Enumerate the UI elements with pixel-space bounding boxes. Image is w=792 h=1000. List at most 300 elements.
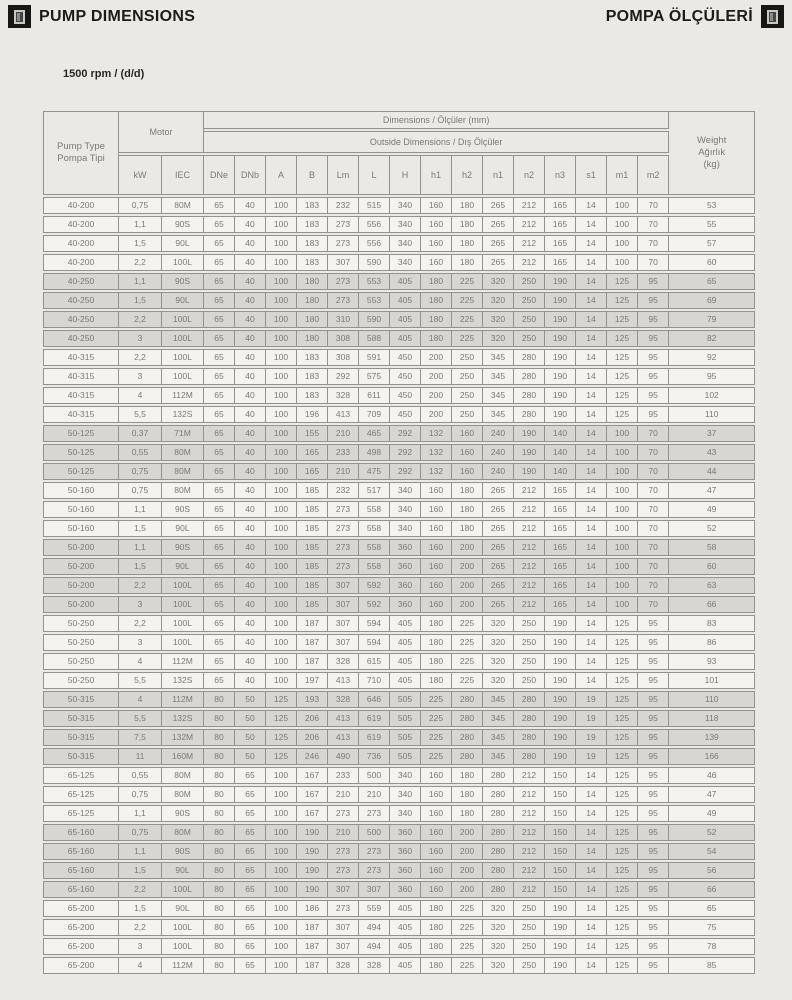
value-cell: 265 [483,235,514,252]
value-cell: 66 [669,596,755,613]
col-header-n3: n3 [545,155,576,195]
value-cell: 190 [545,634,576,651]
value-cell: 190 [545,349,576,366]
value-cell: 40 [235,311,266,328]
value-cell: 307 [328,577,359,594]
value-cell: 345 [483,349,514,366]
value-cell: 212 [514,235,545,252]
value-cell: 150 [545,824,576,841]
value-cell: 65 [235,805,266,822]
value-cell: 250 [514,672,545,689]
value-cell: 95 [638,786,669,803]
pump-type-cell: 40-250 [43,273,119,290]
value-cell: 345 [483,729,514,746]
value-cell: 40 [235,558,266,575]
value-cell: 65 [204,672,235,689]
value-cell: 180 [421,653,452,670]
value-cell: 193 [297,691,328,708]
value-cell: 90S [162,805,204,822]
pump-type-cell: 50-250 [43,634,119,651]
value-cell: 308 [328,349,359,366]
value-cell: 212 [514,254,545,271]
value-cell: 165 [545,501,576,518]
value-cell: 180 [452,254,483,271]
weight-label-tr: Ağırlık [698,147,726,158]
value-cell: 591 [359,349,390,366]
table-row [43,197,755,214]
value-cell: 80 [204,824,235,841]
value-cell: 200 [421,368,452,385]
value-cell: 100L [162,349,204,366]
pump-type-cell: 50-315 [43,748,119,765]
value-cell: 160 [421,558,452,575]
pump-type-cell: 65-125 [43,767,119,784]
value-cell: 225 [452,653,483,670]
value-cell: 160 [421,767,452,784]
value-cell: 405 [390,919,421,936]
value-cell: 132 [421,463,452,480]
value-cell: 90L [162,235,204,252]
value-cell: 500 [359,824,390,841]
value-cell: 500 [359,767,390,784]
value-cell: 273 [328,273,359,290]
value-cell: 100 [266,349,297,366]
value-cell: 65 [204,216,235,233]
value-cell: 14 [576,634,607,651]
value-cell: 125 [607,843,638,860]
value-cell: 125 [607,919,638,936]
value-cell: 320 [483,900,514,917]
value-cell: 0,75 [119,463,162,480]
value-cell: 95 [638,406,669,423]
value-cell: 190 [297,824,328,841]
pump-type-cell: 40-315 [43,368,119,385]
value-cell: 14 [576,235,607,252]
value-cell: 588 [359,330,390,347]
value-cell: 280 [483,805,514,822]
table-row [43,216,755,233]
pump-type-cell: 50-160 [43,482,119,499]
value-cell: 40 [235,235,266,252]
value-cell: 307 [328,596,359,613]
value-cell: 265 [483,482,514,499]
value-cell: 183 [297,216,328,233]
col-header-s1: s1 [576,155,607,195]
col-header-l: L [359,155,390,195]
value-cell: 185 [297,482,328,499]
value-cell: 112M [162,957,204,974]
value-cell: 40 [235,349,266,366]
value-cell: 40 [235,292,266,309]
value-cell: 405 [390,957,421,974]
table-row [43,881,755,898]
value-cell: 65 [235,843,266,860]
value-cell: 100 [266,653,297,670]
value-cell: 63 [669,577,755,594]
value-cell: 100L [162,881,204,898]
value-cell: 292 [390,463,421,480]
value-cell: 80M [162,463,204,480]
value-cell: 100L [162,596,204,613]
value-cell: 7,5 [119,729,162,746]
value-cell: 125 [266,729,297,746]
value-cell: 345 [483,387,514,404]
table-row [43,596,755,613]
value-cell: 80 [204,710,235,727]
value-cell: 65 [235,919,266,936]
col-header-dimensions: Dimensions / Ölçüler (mm) [204,111,669,129]
col-header-dnb: DNb [235,155,266,195]
value-cell: 185 [297,520,328,537]
value-cell: 611 [359,387,390,404]
value-cell: 280 [483,786,514,803]
value-cell: 100 [607,235,638,252]
value-cell: 100 [266,254,297,271]
value-cell: 5,5 [119,406,162,423]
value-cell: 490 [328,748,359,765]
value-cell: 250 [452,349,483,366]
value-cell: 405 [390,634,421,651]
value-cell: 132S [162,672,204,689]
column-letters-row [43,155,755,195]
value-cell: 14 [576,425,607,442]
value-cell: 40 [235,482,266,499]
value-cell: 160 [421,596,452,613]
value-cell: 1,5 [119,235,162,252]
value-cell: 50 [235,710,266,727]
value-cell: 180 [452,216,483,233]
rpm-label: 1500 rpm / (d/d) [63,68,145,80]
value-cell: 212 [514,197,545,214]
value-cell: 212 [514,501,545,518]
value-cell: 100 [266,501,297,518]
value-cell: 65 [204,634,235,651]
value-cell: 125 [607,653,638,670]
value-cell: 212 [514,881,545,898]
value-cell: 160 [452,444,483,461]
value-cell: 14 [576,577,607,594]
value-cell: 65 [204,501,235,518]
value-cell: 320 [483,292,514,309]
value-cell: 280 [483,767,514,784]
value-cell: 183 [297,197,328,214]
value-cell: 160 [421,843,452,860]
value-cell: 71M [162,425,204,442]
value-cell: 150 [545,843,576,860]
value-cell: 405 [390,938,421,955]
value-cell: 100 [607,463,638,480]
value-cell: 225 [452,900,483,917]
value-cell: 100L [162,577,204,594]
value-cell: 225 [452,672,483,689]
value-cell: 1,5 [119,558,162,575]
value-cell: 65 [204,387,235,404]
value-cell: 225 [452,292,483,309]
value-cell: 405 [390,900,421,917]
pump-type-cell: 50-315 [43,691,119,708]
value-cell: 4 [119,387,162,404]
value-cell: 150 [545,786,576,803]
value-cell: 57 [669,235,755,252]
col-header-m1: m1 [607,155,638,195]
value-cell: 70 [638,558,669,575]
value-cell: 340 [390,805,421,822]
value-cell: 95 [638,710,669,727]
value-cell: 14 [576,938,607,955]
table-row [43,615,755,632]
value-cell: 5,5 [119,710,162,727]
pump-type-cell: 65-200 [43,900,119,917]
value-cell: 95 [638,900,669,917]
page-header [0,0,792,28]
value-cell: 240 [483,425,514,442]
title-right-group [606,5,784,28]
value-cell: 559 [359,900,390,917]
table-row [43,425,755,442]
value-cell: 65 [204,558,235,575]
value-cell: 69 [669,292,755,309]
booklet-icon-right [761,5,784,28]
value-cell: 125 [607,615,638,632]
value-cell: 273 [328,805,359,822]
pump-type-cell: 65-200 [43,957,119,974]
value-cell: 14 [576,805,607,822]
value-cell: 160 [421,482,452,499]
value-cell: 360 [390,881,421,898]
value-cell: 212 [514,558,545,575]
value-cell: 70 [638,596,669,613]
value-cell: 165 [297,463,328,480]
value-cell: 200 [421,387,452,404]
value-cell: 125 [607,805,638,822]
value-cell: 80 [204,881,235,898]
value-cell: 505 [390,691,421,708]
value-cell: 185 [297,501,328,518]
col-header-b: B [297,155,328,195]
value-cell: 14 [576,387,607,404]
pump-type-cell: 50-250 [43,653,119,670]
value-cell: 340 [390,520,421,537]
value-cell: 40 [235,406,266,423]
value-cell: 14 [576,254,607,271]
pump-type-cell: 40-315 [43,349,119,366]
value-cell: 190 [545,330,576,347]
value-cell: 0,75 [119,197,162,214]
value-cell: 100 [266,824,297,841]
table-row [43,387,755,404]
value-cell: 95 [638,330,669,347]
value-cell: 100 [266,197,297,214]
value-cell: 100 [607,558,638,575]
value-cell: 225 [452,273,483,290]
value-cell: 100 [607,539,638,556]
pump-type-cell: 50-315 [43,729,119,746]
value-cell: 273 [359,805,390,822]
value-cell: 328 [359,957,390,974]
value-cell: 265 [483,501,514,518]
value-cell: 65 [204,349,235,366]
value-cell: 100 [266,406,297,423]
value-cell: 200 [452,843,483,860]
booklet-icon-left [8,5,31,28]
value-cell: 212 [514,577,545,594]
table-row [43,672,755,689]
value-cell: 345 [483,368,514,385]
value-cell: 0,75 [119,482,162,499]
value-cell: 225 [421,691,452,708]
value-cell: 125 [607,273,638,290]
value-cell: 180 [452,235,483,252]
value-cell: 46 [669,767,755,784]
value-cell: 250 [514,273,545,290]
value-cell: 498 [359,444,390,461]
value-cell: 2,2 [119,919,162,936]
value-cell: 250 [514,292,545,309]
value-cell: 65 [235,824,266,841]
value-cell: 360 [390,539,421,556]
value-cell: 95 [638,805,669,822]
value-cell: 250 [452,406,483,423]
pump-type-cell: 65-200 [43,919,119,936]
value-cell: 125 [607,691,638,708]
value-cell: 112M [162,691,204,708]
value-cell: 132S [162,406,204,423]
value-cell: 65 [204,615,235,632]
value-cell: 40 [235,330,266,347]
value-cell: 43 [669,444,755,461]
value-cell: 95 [638,387,669,404]
value-cell: 265 [483,596,514,613]
value-cell: 90S [162,539,204,556]
value-cell: 340 [390,767,421,784]
value-cell: 160 [452,463,483,480]
value-cell: 95 [638,311,669,328]
value-cell: 710 [359,672,390,689]
value-cell: 210 [328,425,359,442]
page-title-en: PUMP DIMENSIONS [39,7,196,25]
value-cell: 180 [421,938,452,955]
value-cell: 155 [297,425,328,442]
value-cell: 345 [483,710,514,727]
value-cell: 280 [514,387,545,404]
value-cell: 292 [390,425,421,442]
value-cell: 225 [452,938,483,955]
table-row [43,748,755,765]
value-cell: 233 [328,767,359,784]
value-cell: 225 [421,729,452,746]
table-row [43,919,755,936]
value-cell: 80M [162,786,204,803]
value-cell: 100 [607,596,638,613]
pump-type-cell: 40-315 [43,406,119,423]
pump-type-cell: 40-200 [43,216,119,233]
value-cell: 180 [452,786,483,803]
value-cell: 100 [266,444,297,461]
value-cell: 14 [576,672,607,689]
value-cell: 80 [204,691,235,708]
value-cell: 80 [204,767,235,784]
pump-type-cell: 65-125 [43,786,119,803]
pump-type-cell: 40-315 [43,387,119,404]
value-cell: 100 [266,900,297,917]
value-cell: 709 [359,406,390,423]
table-row [43,406,755,423]
value-cell: 180 [452,767,483,784]
value-cell: 265 [483,197,514,214]
value-cell: 200 [452,596,483,613]
value-cell: 405 [390,653,421,670]
value-cell: 66 [669,881,755,898]
table-row [43,501,755,518]
value-cell: 40 [235,463,266,480]
value-cell: 167 [297,767,328,784]
table-row [43,653,755,670]
value-cell: 100 [607,520,638,537]
title-left-group [8,5,195,28]
pump-type-cell: 50-160 [43,520,119,537]
value-cell: 320 [483,273,514,290]
value-cell: 65 [204,520,235,537]
value-cell: 90S [162,501,204,518]
value-cell: 320 [483,615,514,632]
table-row [43,957,755,974]
value-cell: 150 [545,881,576,898]
value-cell: 345 [483,691,514,708]
value-cell: 40 [235,387,266,404]
value-cell: 160 [421,197,452,214]
value-cell: 70 [638,482,669,499]
value-cell: 100L [162,634,204,651]
value-cell: 210 [359,786,390,803]
value-cell: 80 [204,729,235,746]
value-cell: 190 [545,957,576,974]
value-cell: 186 [297,900,328,917]
value-cell: 340 [390,197,421,214]
value-cell: 594 [359,615,390,632]
table-row [43,368,755,385]
value-cell: 340 [390,786,421,803]
value-cell: 187 [297,957,328,974]
value-cell: 405 [390,273,421,290]
value-cell: 165 [545,216,576,233]
value-cell: 65 [204,482,235,499]
value-cell: 100 [607,254,638,271]
value-cell: 125 [607,767,638,784]
value-cell: 125 [607,710,638,727]
value-cell: 125 [607,938,638,955]
value-cell: 1,5 [119,900,162,917]
value-cell: 14 [576,406,607,423]
value-cell: 65 [669,273,755,290]
value-cell: 292 [390,444,421,461]
booklet-icon-glyph [767,10,778,24]
value-cell: 125 [266,691,297,708]
value-cell: 233 [328,444,359,461]
value-cell: 100 [266,881,297,898]
value-cell: 183 [297,254,328,271]
value-cell: 90S [162,273,204,290]
value-cell: 320 [483,957,514,974]
value-cell: 14 [576,615,607,632]
value-cell: 265 [483,539,514,556]
value-cell: 160 [421,824,452,841]
value-cell: 2,2 [119,349,162,366]
value-cell: 125 [607,292,638,309]
value-cell: 592 [359,596,390,613]
value-cell: 212 [514,767,545,784]
value-cell: 14 [576,330,607,347]
value-cell: 360 [390,843,421,860]
